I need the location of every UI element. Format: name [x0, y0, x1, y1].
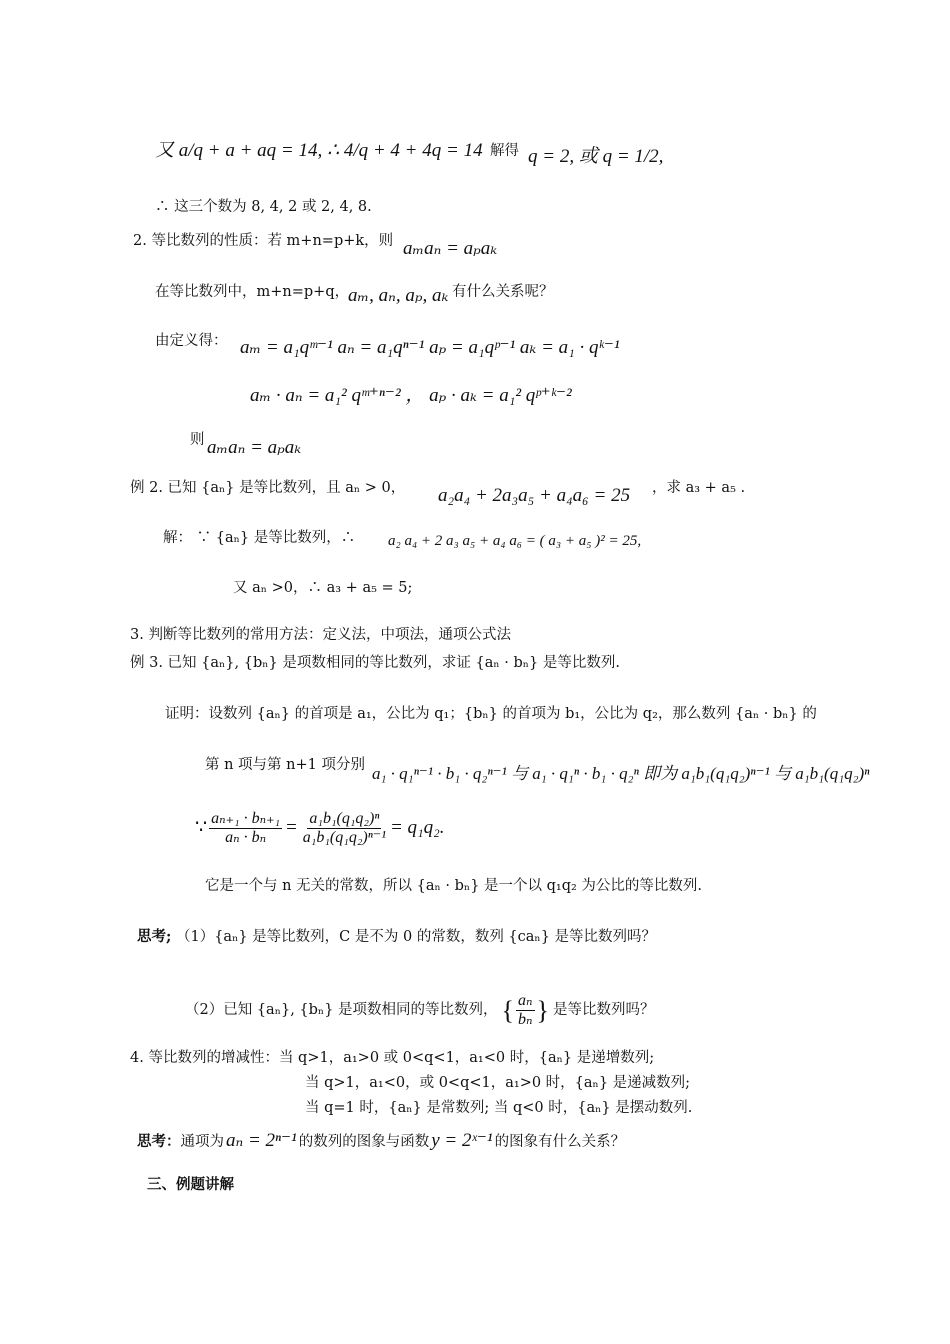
think-2-numerator: aₙ	[516, 992, 534, 1011]
question-text: 在等比数列中，m+n=p+q，	[155, 284, 350, 300]
monotonic-text-3: 当 q=1 时，{aₙ} 是常数列; 当 q<0 时，{aₙ} 是摆动数列.	[305, 1100, 693, 1116]
property-text: 2. 等比数列的性质：若 m+n=p+k，则	[133, 233, 394, 249]
solution-2-result-text: 又 aₙ >0，∴ a₃ + a₅ = 5;	[233, 580, 413, 596]
think-2-fraction	[516, 992, 534, 1030]
line-1-solution	[528, 146, 663, 169]
question-end-text: 有什么关系呢？	[452, 284, 554, 300]
conclusion-equation: aₘaₙ = aₚaₖ	[207, 437, 302, 458]
conclusion-then: 则	[190, 432, 205, 448]
example-2-statement	[130, 480, 405, 497]
definition-label-text: 由定义得：	[155, 333, 228, 349]
property-formula	[403, 238, 497, 261]
think-label-3: 思考：	[137, 1133, 181, 1150]
definition-formulas	[240, 337, 620, 360]
think-1-text: （1）{aₙ} 是等比数列，C 是不为 0 的常数，数列 {caₙ} 是等比数列吗？	[175, 929, 657, 945]
solve-label: 解得	[490, 143, 519, 159]
solution-2-result	[233, 580, 412, 597]
proof-line-2-text: 第 n 项与第 n+1 项分别	[205, 757, 365, 773]
question-terms-math: aₘ, aₙ, aₚ, aₖ	[348, 285, 449, 306]
line-1-equation	[155, 140, 483, 163]
think-1-line	[137, 928, 656, 946]
proof-terms	[372, 764, 870, 784]
methods-text: 3. 判断等比数列的常用方法：定义法，中项法，通项公式法	[130, 627, 511, 643]
ratio-denominator-1: aₙ · bₙ	[225, 829, 267, 847]
product-equations: aₘ · aₙ = a₁² qᵐ⁺ⁿ⁻² ， aₚ · aₖ = a₁² qᵖ⁺ᵏ⁻²	[250, 385, 572, 406]
solution-2-text: 解： ∵ {aₙ} 是等比数列，∴	[163, 530, 356, 546]
definition-equations: aₘ = a₁qᵐ⁻¹ aₙ = a₁qⁿ⁻¹ aₚ = a₁qᵖ⁻¹ aₖ = a₁ · qᵏ⁻¹	[240, 337, 620, 358]
three-numbers-line	[155, 199, 372, 216]
ratio-numerator-1: aₙ₊₁ · bₙ₊₁	[209, 810, 282, 829]
question-terms	[348, 285, 448, 308]
think-3-function: y = 2ˣ⁻¹	[431, 1130, 493, 1151]
conclusion-formula	[207, 437, 301, 460]
monotonic-line-1	[130, 1050, 654, 1067]
example-2-text: 例 2. 已知 {aₙ} 是等比数列，且 aₙ > 0，	[130, 480, 406, 496]
ratio-line: ∵ $\frac{\text{aₙ₊₁ · bₙ₊₁}}{\text{aₙ · bₙ}}$ = $\frac{\text{a₁b₁(q₁q₂)ⁿ}}{\text{a₁b₁(q₁q₂)ⁿ⁻¹}}$ = q₁q₂.	[195, 810, 445, 847]
ratio-fraction-1	[209, 810, 282, 848]
solution-q: q = 2, 或 q = 1/2,	[528, 146, 664, 167]
ratio-denominator-2: a₁b₁(q₁q₂)ⁿ⁻¹	[302, 829, 386, 847]
example-2-ask	[652, 480, 745, 497]
example-2-equation: a₂a₄ + 2a₃a₅ + a₄a₆ = 25	[438, 485, 631, 506]
three-numbers-text: ∴ 这三个数为 8, 4, 2 或 2, 4, 8.	[155, 199, 372, 215]
think-2-line: （2）已知 {aₙ}, {bₙ} 是项数相同的等比数列， { $\frac{\text{aₙ}}{\text{bₙ}}$ } 是等比数列吗？	[185, 992, 655, 1029]
question-end	[452, 284, 554, 301]
ratio-fraction-2	[301, 810, 388, 848]
monotonic-line-3	[305, 1100, 692, 1117]
monotonic-text-2: 当 q>1，a₁<0，或 0<q<1，a₁>0 时，{aₙ} 是递减数列;	[305, 1075, 691, 1091]
because-symbol: ∵	[195, 817, 208, 839]
constant-ratio-text: 它是一个与 n 无关的常数，所以 {aₙ · bₙ} 是一个以 q₁q₂ 为公比的等比数列.	[205, 878, 703, 894]
proof-terms-equation: a₁ · q₁ⁿ⁻¹ · b₁ · q₂ⁿ⁻¹ 与 a₁ · q₁ⁿ · b₁ · q₂ⁿ 即为 a₁b₁(q₁q₂)ⁿ⁻¹ 与 a₁b₁(q₁q₂)ⁿ	[372, 764, 870, 783]
think-3-line	[137, 1130, 625, 1153]
ratio-numerator-2: a₁b₁(q₁q₂)ⁿ	[307, 810, 381, 829]
monotonic-text-1: 4. 等比数列的增减性：当 q>1，a₁>0 或 0<q<1，a₁<0 时，{aₙ} 是递增数列;	[130, 1050, 655, 1066]
example-2-formula	[438, 485, 630, 508]
equation-1: 又 a/q + a + aq = 14, ∴ 4/q + 4 + 4q = 14	[155, 140, 483, 161]
solution-2-equation: a₂ a₄ + 2 a₃ a₅ + a₄ a₆ = ( a₃ + a₅ )² = 25,	[388, 533, 642, 549]
definition-label	[155, 333, 228, 350]
think-2-denominator: bₙ	[518, 1011, 533, 1029]
solution-2-line	[163, 530, 355, 547]
example-3-statement	[130, 655, 620, 672]
think-2-end: 是等比数列吗？	[553, 1002, 655, 1019]
think-3-text-1: 通项为	[180, 1134, 224, 1150]
property-heading	[133, 233, 393, 250]
section-heading	[147, 1176, 234, 1194]
think-3-text-3: 的图象有什么关系？	[494, 1134, 626, 1150]
ratio-result: = q₁q₂.	[389, 817, 445, 839]
line-1-solve-label	[490, 143, 519, 160]
think-3-text-2: 的数列的图象与函数	[298, 1134, 430, 1150]
think-3-sequence: aₙ = 2ⁿ⁻¹	[226, 1130, 297, 1151]
solution-2-formula	[388, 532, 641, 550]
property-equation: aₘaₙ = aₚaₖ	[403, 238, 498, 259]
section-heading-text: 三、例题讲解	[147, 1176, 234, 1193]
product-formulas	[250, 385, 572, 408]
monotonic-line-2	[305, 1075, 690, 1092]
methods-heading	[130, 627, 511, 644]
proof-line-1	[165, 706, 817, 723]
conclusion-label	[190, 432, 205, 449]
example-2-ask-text: ，求 a₃ + a₅ .	[652, 480, 746, 496]
think-2-text: （2）已知 {aₙ}, {bₙ} 是项数相同的等比数列，	[185, 1002, 498, 1019]
proof-line-1-text: 证明：设数列 {aₙ} 的首项是 a₁，公比为 q₁；{bₙ} 的首项为 b₁，公比为 q₂，那么数列 {aₙ · bₙ} 的	[165, 706, 817, 722]
example-3-text: 例 3. 已知 {aₙ}, {bₙ} 是项数相同的等比数列，求证 {aₙ · bₙ} 是等比数列.	[130, 655, 620, 671]
think-label-1: 思考;	[137, 928, 172, 945]
constant-ratio-line	[205, 878, 702, 895]
proof-line-2	[205, 757, 365, 774]
question-line	[155, 284, 349, 301]
